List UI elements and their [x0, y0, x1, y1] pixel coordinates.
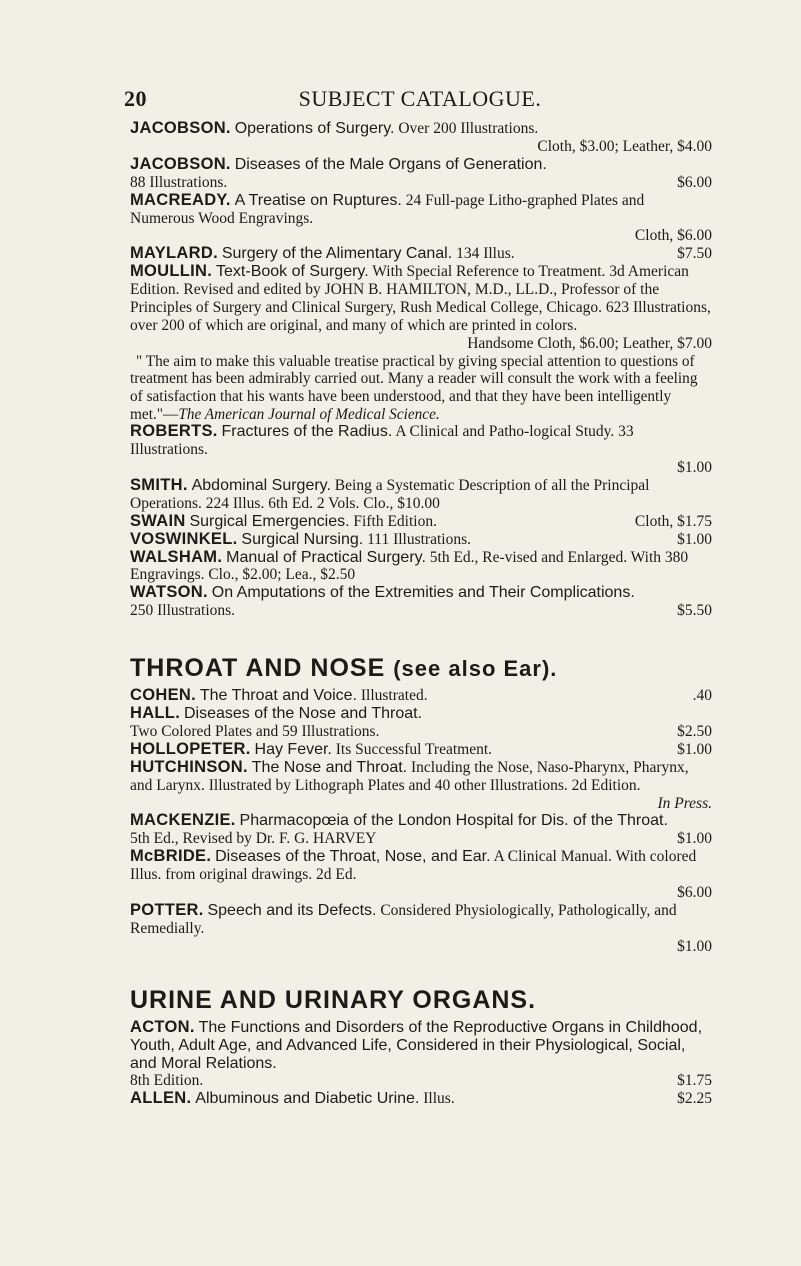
entry-title: Operations of Surgery.	[234, 120, 395, 137]
catalogue-entry	[130, 759, 712, 813]
page-number: 20	[124, 86, 147, 111]
entry-author: JACOBSON.	[130, 154, 231, 173]
entry-title: The Nose and Throat.	[251, 758, 408, 776]
entry-title: Abdominal Surgery.	[191, 476, 331, 494]
entry-author: MACREADY.	[130, 190, 231, 209]
review-quote	[130, 353, 712, 423]
entry-price: Cloth, $3.00; Leather, $4.00	[537, 137, 712, 155]
entry-detail: Illustrated.	[360, 687, 428, 705]
entry-author: VOSWINKEL.	[130, 529, 238, 548]
catalogue-entry	[130, 549, 712, 585]
entry-author: ALLEN.	[130, 1089, 192, 1108]
entry-author: WALSHAM.	[130, 547, 223, 566]
entry-price: Handsome Cloth, $6.00; Leather, $7.00	[467, 334, 712, 352]
entry-detail: A Clinical and Patho-logical Study. 33 Illustrations.	[130, 423, 634, 459]
catalogue-entry	[130, 1019, 712, 1091]
entry-price: Cloth, $6.00	[634, 227, 712, 245]
entry-price: $5.50	[677, 602, 712, 620]
entry-price: $2.50	[677, 722, 712, 740]
entry-detail: 88 Illustrations.	[130, 173, 228, 191]
entry-detail: 8th Edition.	[130, 1072, 204, 1090]
entry-title: Hay Fever.	[254, 740, 332, 758]
entry-author: MOULLIN.	[130, 262, 213, 281]
entry-detail: Including the Nose, Naso-Pharynx, Pharynx, and Larynx. Illustrated by Lithograph Plates and 40 other Illustrations. 2d Edition.	[130, 758, 689, 794]
entry-price: $2.25	[677, 1090, 712, 1108]
entry-title: Diseases of the Throat, Nose, and Ear.	[215, 848, 491, 866]
entry-price: $7.50	[677, 245, 712, 263]
entry-price: Cloth, $1.75	[634, 512, 712, 530]
catalogue-entry	[130, 741, 712, 759]
entry-author: HALL.	[130, 704, 181, 723]
catalogue-entry	[130, 423, 712, 477]
entry-title: Albuminous and Diabetic Urine.	[195, 1090, 420, 1108]
entry-author: SWAIN	[130, 511, 186, 530]
catalogue-entry	[130, 687, 712, 705]
catalogue-entry	[130, 705, 712, 741]
entry-price: $1.00	[677, 830, 712, 848]
catalogue-entry	[130, 120, 712, 156]
section-note: (see also Ear).	[393, 656, 558, 682]
entry-detail: Fifth Edition.	[353, 512, 437, 530]
entry-detail: Being a Systematic Description of all the Principal Operations. 224 Illus. 6th Ed. 2 Vols. Clo., $10.00	[130, 476, 650, 512]
entry-price: $1.00	[677, 458, 712, 476]
section-title: URINE AND URINARY ORGANS.	[130, 985, 537, 1014]
catalogue-entry	[130, 1090, 712, 1108]
entry-detail: Over 200 Illustrations.	[398, 120, 539, 137]
entry-title: Surgery of the Alimentary Canal.	[221, 245, 453, 263]
entry-detail: Two Colored Plates and 59 Illustrations.	[130, 722, 380, 740]
catalogue-entry	[130, 477, 712, 513]
entry-detail: 111 Illustrations.	[367, 530, 471, 548]
entry-detail: 24 Full-page Litho-graphed Plates and Numerous Wood Engravings.	[130, 191, 645, 227]
entry-price: .40	[692, 687, 712, 705]
entry-author: POTTER.	[130, 901, 204, 919]
entry-author: HOLLOPETER.	[130, 739, 251, 758]
entry-author: HUTCHINSON.	[130, 757, 248, 776]
entry-title: Manual of Practical Surgery.	[226, 548, 426, 566]
entry-author: ACTON.	[130, 1017, 195, 1036]
entry-title: Text-Book of Surgery.	[216, 263, 369, 281]
entry-detail: 5th Ed., Revised by Dr. F. G. HARVEY	[130, 830, 377, 848]
section-title: THROAT AND NOSE	[130, 654, 386, 683]
catalogue-entry	[130, 902, 712, 956]
entry-price: $1.75	[677, 1072, 712, 1090]
entry-author: MACKENZIE.	[130, 811, 236, 830]
catalogue-content	[130, 120, 712, 1108]
entry-price: $6.00	[677, 173, 712, 191]
catalogue-entry	[130, 584, 712, 620]
catalogue-entry	[130, 192, 712, 246]
quote-source: The American Journal of Medical Science.	[178, 405, 440, 423]
entry-price: In Press.	[657, 794, 712, 812]
entry-detail: 134 Illus.	[456, 245, 515, 263]
entry-price: $1.00	[677, 937, 712, 955]
entry-title: A Treatise on Ruptures.	[234, 191, 402, 209]
entry-detail: A Clinical Manual. With colored Illus. from original drawings. 2d Ed.	[130, 848, 697, 884]
entry-price: $1.00	[677, 740, 712, 758]
entry-author: SMITH.	[130, 475, 188, 494]
entry-title: Pharmacopœia of the London Hospital for Dis. of the Throat.	[239, 812, 668, 830]
catalogue-entry	[130, 848, 712, 902]
entry-detail: 5th Ed., Re-vised and Enlarged. With 380 Engravings. Clo., $2.00; Lea., $2.50	[130, 548, 689, 584]
entry-detail: Illus.	[423, 1090, 455, 1108]
entry-detail: Considered Physiologically, Pathologically, and Remedially.	[130, 902, 677, 937]
section-heading	[130, 654, 712, 683]
catalogue-entry	[130, 245, 712, 263]
entry-author: MAYLARD.	[130, 244, 218, 263]
entry-title: Fractures of the Radius.	[221, 423, 393, 441]
entry-title: The Throat and Voice.	[199, 687, 357, 705]
page-title: SUBJECT CATALOGUE.	[298, 86, 542, 111]
entry-title: On Amputations of the Extremities and Their Complications.	[211, 584, 635, 602]
page-header	[110, 86, 730, 116]
entry-title: Surgical Nursing.	[241, 530, 364, 548]
entry-detail: Its Successful Treatment.	[335, 740, 493, 758]
catalogue-entry	[130, 513, 712, 531]
entry-title: Diseases of the Nose and Throat.	[183, 705, 423, 723]
entry-price: $6.00	[677, 884, 712, 902]
entry-detail: 250 Illustrations.	[130, 602, 236, 620]
entry-author: ROBERTS.	[130, 422, 218, 441]
entry-author: COHEN.	[130, 686, 196, 705]
catalogue-entry	[130, 812, 712, 848]
entry-title: Speech and its Defects.	[207, 902, 377, 919]
catalogue-entry	[130, 156, 712, 192]
catalogue-entry	[130, 263, 712, 423]
entry-title: Diseases of the Male Organs of Generation.	[234, 155, 547, 173]
entry-price: $1.00	[677, 530, 712, 548]
section-heading	[130, 986, 712, 1015]
entry-detail: With Special Reference to Treatment. 3d American Edition. Revised and edited by JOHN B. HAMILTON, M.D., LL.D., Professor of the Principles of Surgery and Clinical Surgery, Rush Medical College, Chicago. 623 Illustrations, over 200 of which are original, and many of which are printed in colors.	[130, 263, 711, 334]
entry-author: JACOBSON.	[130, 119, 231, 137]
entry-title: The Functions and Disorders of the Reproductive Organs in Childhood, Youth, Adult Age, and Advanced Life, Considered in their Physiological, Social, and Moral Relations.	[130, 1018, 703, 1072]
entry-author: McBRIDE.	[130, 847, 212, 866]
catalogue-entry	[130, 531, 712, 549]
entry-title: Surgical Emergencies.	[189, 512, 350, 530]
entry-author: WATSON.	[130, 583, 208, 602]
quote-text: " The aim to make this valuable treatise practical by giving special attention to questions of treatment has been admirably carried out. Many a reader will consult the work with a feeling of satisfaction that his wants have been understood, and that they have been intelligently met."—	[130, 352, 698, 423]
